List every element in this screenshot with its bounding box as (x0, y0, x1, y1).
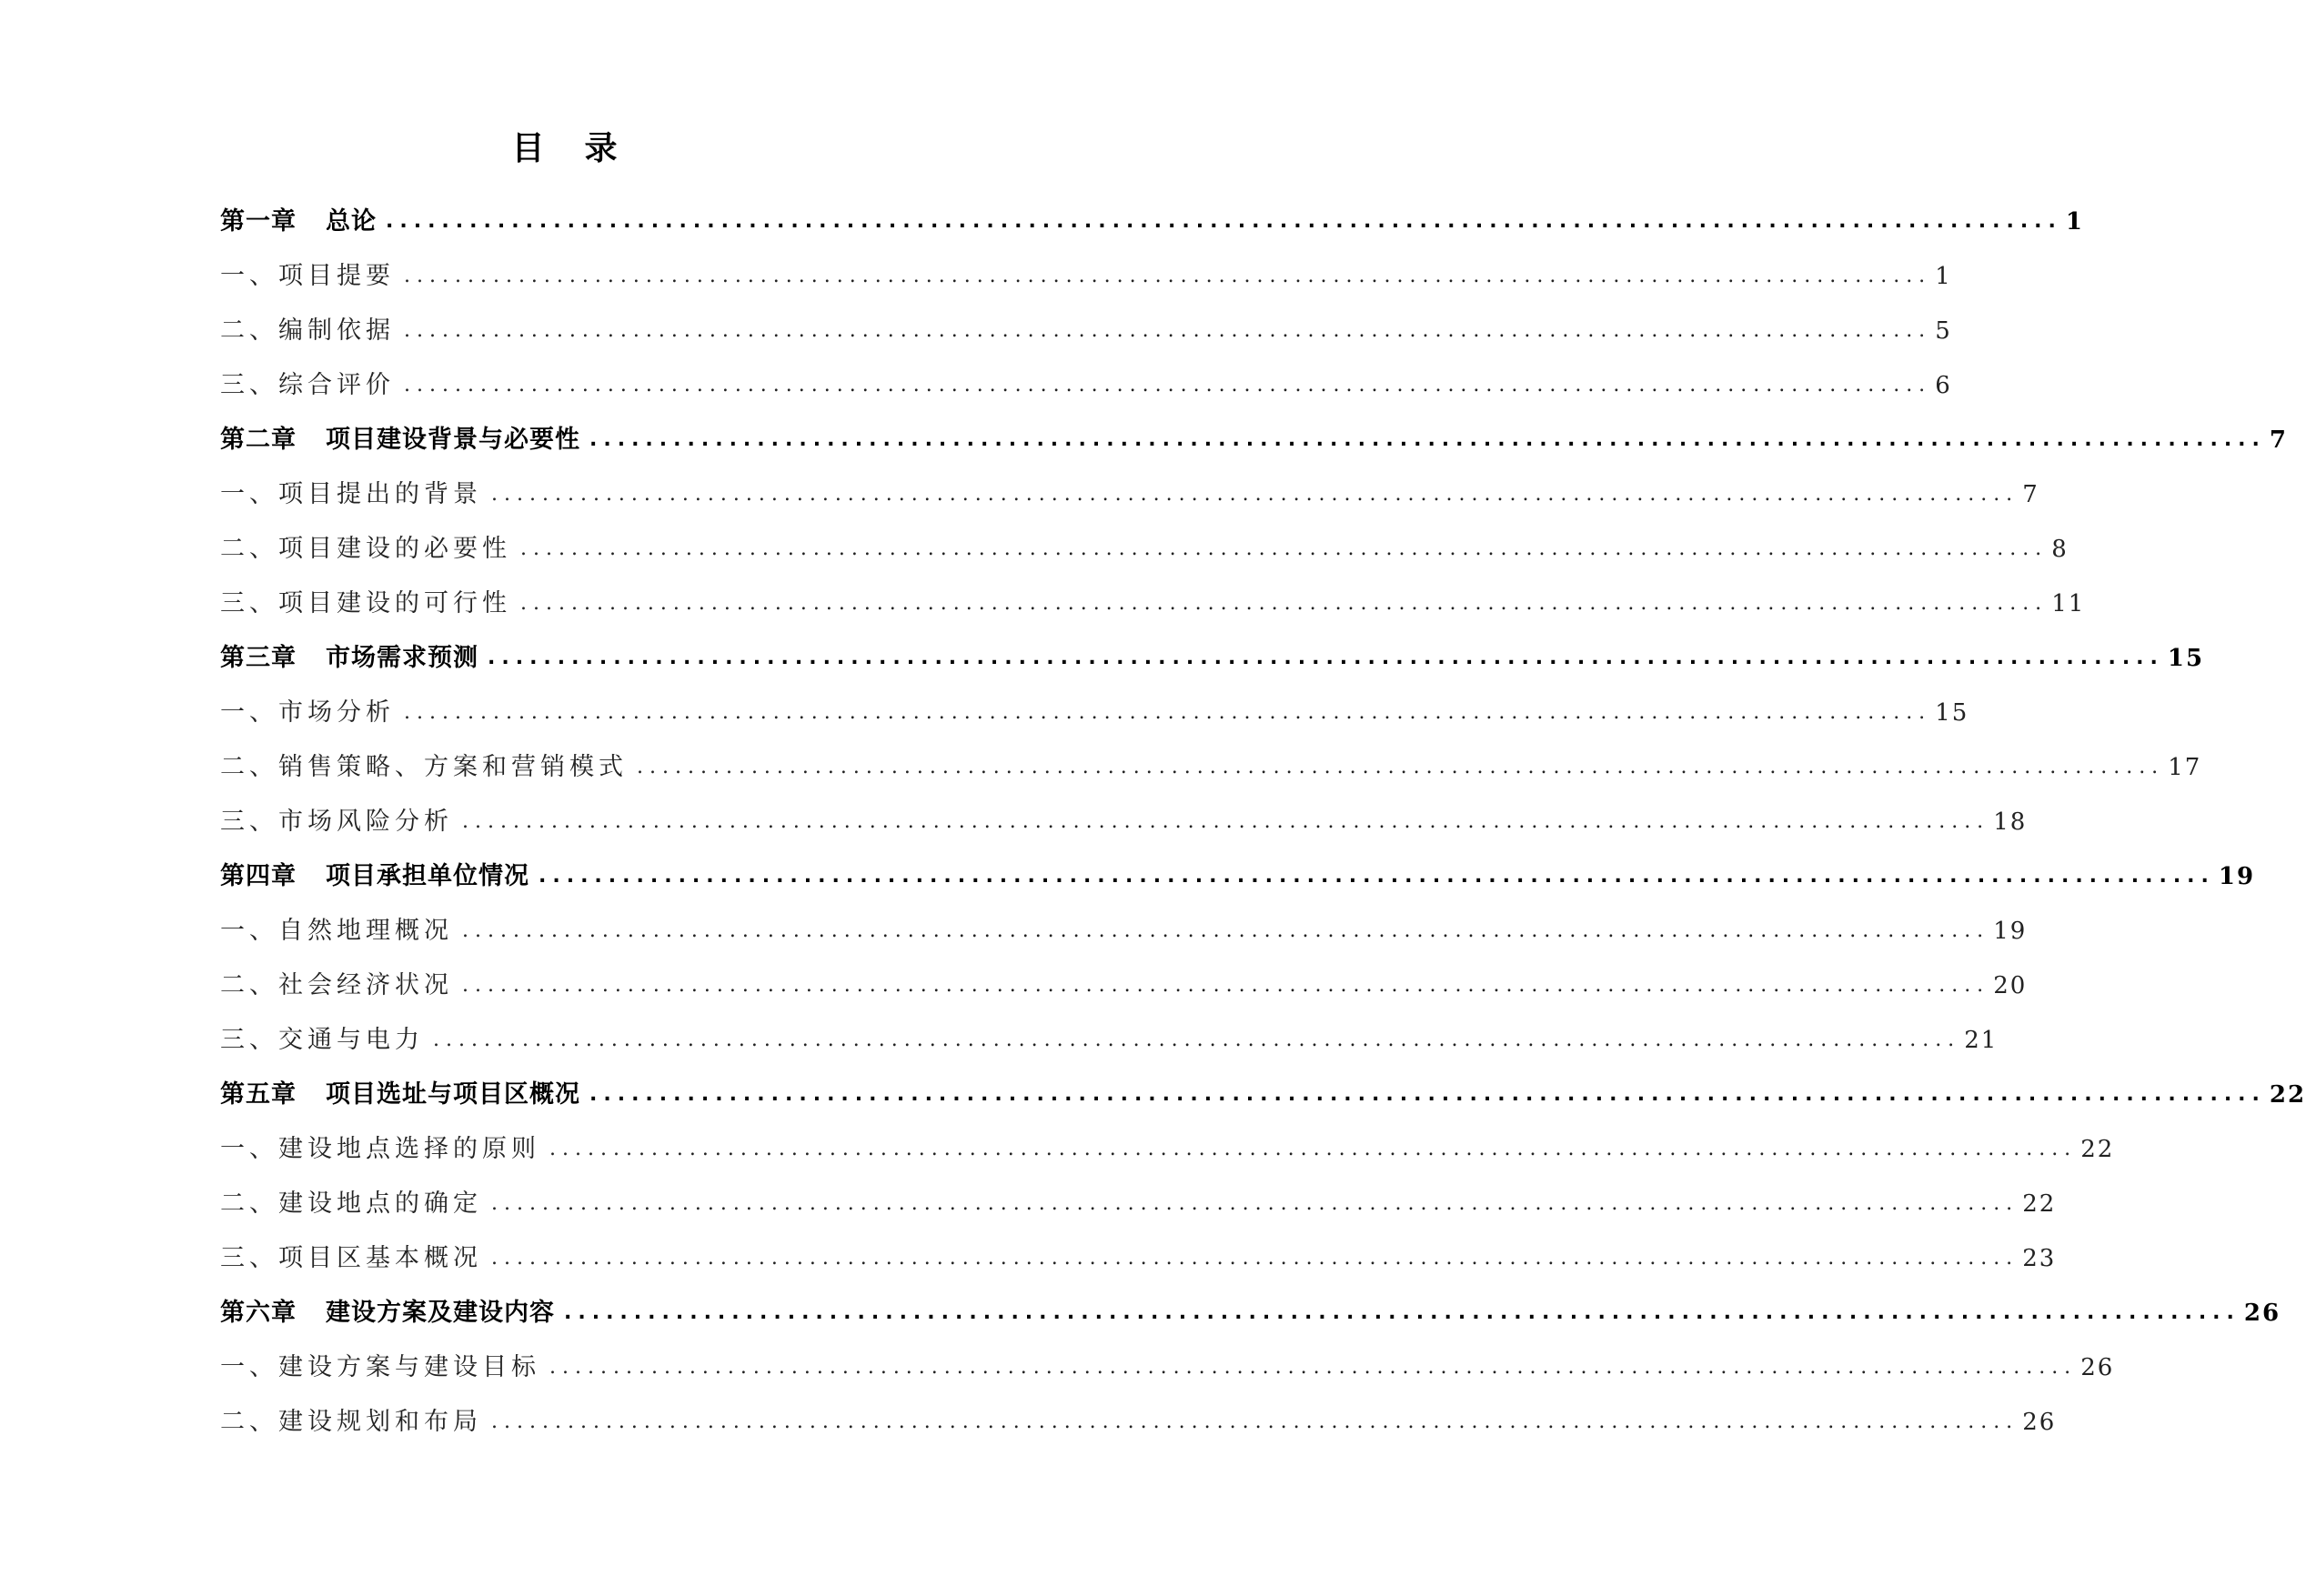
toc-page-number: 22 (2080, 1136, 2115, 1163)
dot-leader: ........................................................................................................................ (491, 1192, 2019, 1215)
section-title: 一、市场分析 (220, 698, 395, 727)
toc-page-number: 7 (2022, 481, 2039, 508)
toc-section-entry[interactable] (220, 795, 2028, 849)
toc-page-number: 8 (2051, 536, 2069, 563)
toc-entry-label (220, 644, 478, 673)
dot-leader: ........................................................................................................................ (462, 974, 1990, 997)
toc-page-number: 6 (1935, 372, 1952, 399)
toc-page-number: 20 (1993, 972, 2028, 999)
toc-page-number: 1 (2065, 208, 2084, 236)
toc-chapter-entry[interactable] (220, 849, 2256, 904)
dot-leader: ........................................................................................................................ (462, 810, 1990, 833)
dot-leader: ........................................................................................................................ (491, 1410, 2019, 1433)
toc-entry-label (220, 1189, 482, 1219)
toc-section-entry[interactable] (220, 1177, 2057, 1231)
toc-list (220, 195, 2306, 1450)
toc-page-number: 15 (1935, 699, 1969, 727)
toc-section-entry[interactable] (220, 740, 2202, 795)
toc-entry-label (220, 917, 453, 946)
toc-page-number: 7 (2269, 427, 2288, 454)
toc-section-entry[interactable] (220, 467, 2039, 522)
toc-entry-label (220, 1299, 555, 1328)
toc-entry-label (220, 1244, 482, 1273)
toc-entry-label (220, 1080, 580, 1109)
toc-section-entry[interactable] (220, 522, 2069, 577)
toc-page-number: 26 (2243, 1300, 2281, 1327)
toc-page-number: 22 (2269, 1081, 2306, 1109)
section-title: 二、项目建设的必要性 (220, 535, 511, 563)
toc-entry-label (220, 262, 395, 291)
toc-page-number: 15 (2167, 645, 2205, 672)
toc-page-number: 18 (1993, 808, 2028, 836)
chapter-number: 第三章 (220, 644, 297, 672)
dot-leader: ........................................................................................................................ (539, 865, 2215, 888)
toc-entry-label (220, 316, 395, 346)
dot-leader: ........................................................................................................................ (433, 1029, 1961, 1051)
toc-section-entry[interactable] (220, 904, 2028, 959)
dot-leader: ........................................................................................................................ (520, 537, 2049, 560)
toc-section-entry[interactable] (220, 959, 2028, 1013)
toc-entry-label (220, 207, 377, 236)
dot-leader: ........................................................................................................................ (404, 319, 1932, 342)
toc-entry-label (220, 480, 482, 509)
section-title: 一、自然地理概况 (220, 917, 453, 945)
dot-leader: ........................................................................................................................ (404, 701, 1932, 724)
toc-page-number: 17 (2168, 754, 2202, 781)
section-title: 三、项目建设的可行性 (220, 589, 511, 617)
toc-entry-label (220, 1135, 540, 1164)
section-title: 二、编制依据 (220, 316, 395, 345)
dot-leader: ........................................................................................................................ (589, 428, 2266, 451)
toc-chapter-entry[interactable] (220, 631, 2205, 686)
section-title: 三、综合评价 (220, 371, 395, 399)
section-title: 一、项目提出的背景 (220, 480, 482, 508)
toc-chapter-entry[interactable] (220, 413, 2288, 467)
chapter-number: 第六章 (220, 1299, 297, 1327)
toc-section-entry[interactable] (220, 1340, 2115, 1395)
chapter-number: 第四章 (220, 862, 297, 890)
dot-leader: ........................................................................................................................ (462, 919, 1990, 942)
toc-section-entry[interactable] (220, 686, 1969, 740)
toc-entry-label (220, 1353, 540, 1382)
toc-section-entry[interactable] (220, 1013, 1999, 1068)
dot-leader: ........................................................................................................................ (404, 265, 1932, 287)
toc-page-number: 23 (2022, 1245, 2057, 1272)
toc-chapter-entry[interactable] (220, 1286, 2281, 1340)
toc-title: 目录 (511, 130, 658, 167)
dot-leader: ........................................................................................................................ (549, 1356, 2078, 1379)
dot-leader: ........................................................................................................................ (549, 1138, 2078, 1160)
toc-entry-label (220, 535, 511, 564)
chapter-number: 第五章 (220, 1080, 297, 1109)
toc-page-number: 26 (2080, 1354, 2115, 1381)
toc-entry-label (220, 371, 395, 400)
dot-leader: ........................................................................................................................ (637, 756, 2165, 778)
chapter-title: 市场需求预测 (326, 644, 478, 672)
section-title: 二、社会经济状况 (220, 971, 453, 999)
toc-page-number: 5 (1935, 317, 1952, 345)
dot-leader: ........................................................................................................................ (488, 647, 2164, 669)
toc-entry-label (220, 1026, 424, 1055)
section-title: 一、建设地点选择的原则 (220, 1135, 540, 1163)
chapter-title: 建设方案及建设内容 (326, 1299, 555, 1327)
toc-entry-label (220, 862, 529, 891)
dot-leader: ........................................................................................................................ (386, 210, 2062, 233)
toc-page-number: 11 (2051, 590, 2086, 617)
toc-page-number: 21 (1964, 1027, 1999, 1054)
section-title: 三、交通与电力 (220, 1026, 424, 1054)
dot-leader: ........................................................................................................................ (520, 592, 2049, 615)
toc-section-entry[interactable] (220, 577, 2086, 631)
section-title: 一、项目提要 (220, 262, 395, 290)
toc-entry-label (220, 808, 453, 837)
toc-section-entry[interactable] (220, 304, 1952, 358)
toc-page-number: 19 (2218, 863, 2256, 890)
toc-entry-label (220, 589, 511, 618)
section-title: 一、建设方案与建设目标 (220, 1353, 540, 1381)
section-title: 三、市场风险分析 (220, 808, 453, 836)
dot-leader: ........................................................................................................................ (491, 483, 2019, 506)
toc-entry-label (220, 426, 580, 455)
toc-page-number: 26 (2022, 1409, 2057, 1436)
section-title: 二、建设规划和布局 (220, 1408, 482, 1436)
toc-section-entry[interactable] (220, 249, 1952, 304)
toc-section-entry[interactable] (220, 1122, 2115, 1177)
chapter-title: 项目建设背景与必要性 (326, 426, 580, 454)
toc-entry-label (220, 1408, 482, 1437)
toc-chapter-entry[interactable] (220, 1068, 2306, 1122)
chapter-title: 项目承担单位情况 (326, 862, 529, 890)
toc-entry-label (220, 971, 453, 1000)
chapter-title: 总论 (326, 207, 377, 236)
dot-leader: ........................................................................................................................ (564, 1301, 2241, 1324)
toc-entry-label (220, 753, 628, 782)
toc-entry-label (220, 698, 395, 728)
chapter-number: 第二章 (220, 426, 297, 454)
toc-chapter-entry[interactable] (220, 195, 2084, 249)
toc-section-entry[interactable] (220, 1395, 2057, 1450)
chapter-number: 第一章 (220, 207, 297, 236)
dot-leader: ........................................................................................................................ (589, 1083, 2266, 1106)
dot-leader: ........................................................................................................................ (491, 1247, 2019, 1270)
toc-section-entry[interactable] (220, 358, 1952, 413)
toc-page-number: 22 (2022, 1190, 2057, 1218)
chapter-title: 项目选址与项目区概况 (326, 1080, 580, 1109)
dot-leader: ........................................................................................................................ (404, 374, 1932, 396)
section-title: 二、销售策略、方案和营销模式 (220, 753, 628, 781)
section-title: 三、项目区基本概况 (220, 1244, 482, 1272)
toc-page-number: 19 (1993, 918, 2028, 945)
section-title: 二、建设地点的确定 (220, 1189, 482, 1218)
toc-page-number: 1 (1935, 263, 1952, 290)
toc-section-entry[interactable] (220, 1231, 2057, 1286)
